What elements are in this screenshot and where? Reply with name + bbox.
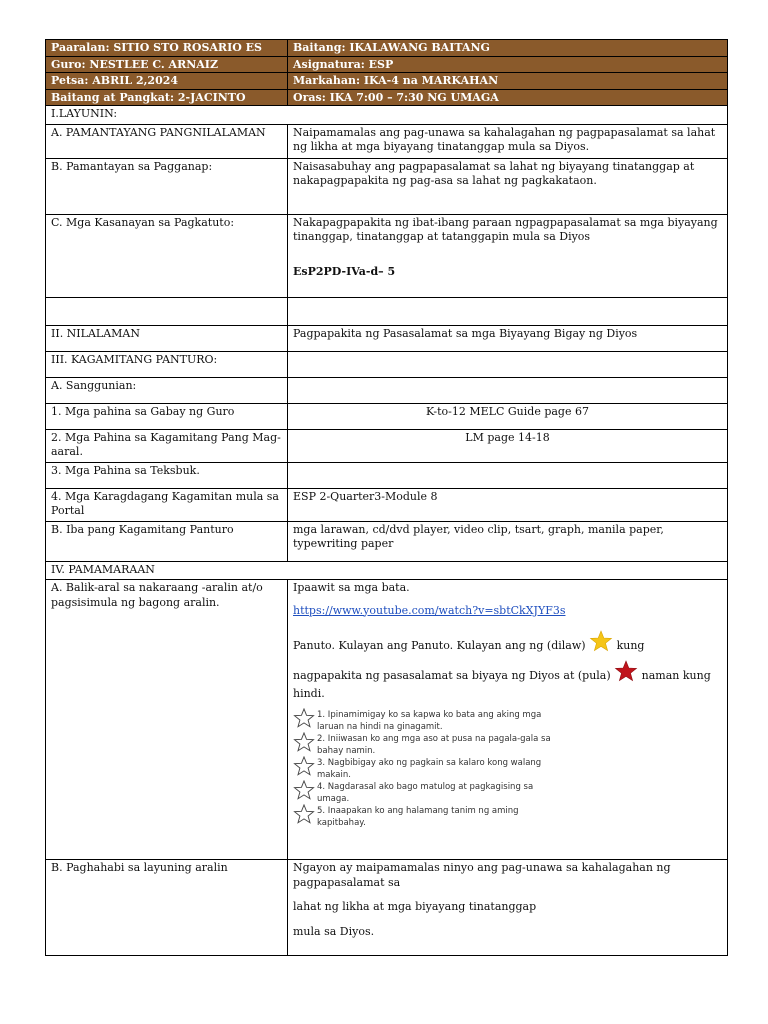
table-row bbox=[46, 377, 728, 403]
table-row bbox=[46, 429, 728, 462]
checklist-text: 5. Inaapakan ko ang halamang tanim ng aming kapitbahay. bbox=[317, 806, 519, 828]
paghahabi-label: B. Paghahabi sa layuning aralin bbox=[46, 860, 288, 956]
nilalaman-label: II. NILALAMAN bbox=[46, 325, 288, 351]
youtube-link[interactable]: https://www.youtube.com/watch?v=sbtCkXJYF3s bbox=[293, 603, 566, 617]
table-row bbox=[46, 297, 728, 325]
outline-star-icon[interactable] bbox=[293, 732, 317, 756]
sanggunian-label: A. Sanggunian: bbox=[46, 377, 288, 403]
table-row bbox=[46, 488, 728, 521]
list-item bbox=[293, 805, 722, 829]
red-star-icon bbox=[614, 660, 638, 686]
school-cell: Paaralan: SITIO STO ROSARIO ES bbox=[46, 40, 288, 57]
header-row bbox=[46, 89, 728, 106]
table-row bbox=[46, 403, 728, 429]
table-row bbox=[46, 158, 728, 214]
table-row bbox=[46, 214, 728, 297]
lesson-plan-table bbox=[45, 39, 728, 956]
date-cell: Petsa: ABRIL 2,2024 bbox=[46, 73, 288, 90]
time-cell: Oras: IKA 7:00 – 7:30 NG UMAGA bbox=[288, 89, 728, 106]
kagamitang-pang-value: LM page 14-18 bbox=[288, 429, 728, 462]
quarter-cell: Markahan: IKA-4 na MARKAHAN bbox=[288, 73, 728, 90]
kasanayan-code: EsP2PD-IVa-d– 5 bbox=[293, 264, 396, 278]
pamantayang-label: A. PAMANTAYANG PANGNILALAMAN bbox=[46, 124, 288, 158]
panuto-text: kung bbox=[616, 639, 645, 652]
list-item bbox=[293, 781, 722, 805]
list-item bbox=[293, 733, 722, 757]
panuto-text: Panuto. Kulayan ang Panuto. Kulayan ang ng (dilaw) bbox=[293, 639, 586, 652]
gabay-value: K-to-12 MELC Guide page 67 bbox=[288, 403, 728, 429]
table-row bbox=[46, 124, 728, 158]
balik-cell bbox=[288, 580, 728, 860]
table-row bbox=[46, 561, 728, 580]
paghahabi-line: mula sa Diyos. bbox=[293, 924, 375, 938]
karagdagang-value: ESP 2-Quarter3-Module 8 bbox=[288, 488, 728, 521]
yellow-star-icon bbox=[589, 630, 613, 656]
gabay-label: 1. Mga pahina sa Gabay ng Guro bbox=[46, 403, 288, 429]
balik-line: Ipaawit sa mga bata. bbox=[293, 581, 410, 594]
list-item bbox=[293, 709, 722, 733]
karagdagang-label: 4. Mga Karagdagang Kagamitan mula sa Portal bbox=[46, 488, 288, 521]
empty-cell bbox=[288, 377, 728, 403]
table-row bbox=[46, 860, 728, 956]
teksbuk-label: 3. Mga Pahina sa Teksbuk. bbox=[46, 462, 288, 488]
checklist-text: 4. Nagdarasal ako bago matulog at pagkagising sa umaga. bbox=[317, 782, 534, 804]
section-cell: Baitang at Pangkat: 2-JACINTO bbox=[46, 89, 288, 106]
paghahabi-cell bbox=[288, 860, 728, 956]
grade-cell: Baitang: IKALAWANG BAITANG bbox=[288, 40, 728, 57]
pamantayang-value: Naipamamalas ang pag-unawa sa kahalagahan ng pagpapasalamat sa lahat ng likha at mga biyayang tinatanggap mula sa Diyos. bbox=[288, 124, 728, 158]
panuto-text: nagpapakita ng pasasalamat sa biyaya ng Diyos at (pula) bbox=[293, 669, 611, 682]
empty-cell bbox=[288, 462, 728, 488]
kagamitan-label: III. KAGAMITANG PANTURO: bbox=[46, 351, 288, 377]
table-row bbox=[46, 462, 728, 488]
table-row bbox=[46, 580, 728, 860]
header-row bbox=[46, 73, 728, 90]
kasanayan-value: Nakapagpapakita ng ibat-ibang paraan ngpagpapasalamat sa mga biyayang tinanggap, tinatanggap at tatanggapin mula sa Diyos bbox=[293, 215, 718, 243]
table-row bbox=[46, 521, 728, 561]
outline-star-icon[interactable] bbox=[293, 708, 317, 732]
kagamitang-pang-label: 2. Mga Pahina sa Kagamitang Pang Mag-aaral. bbox=[46, 429, 288, 462]
checklist-text: 3. Nagbibigay ako ng pagkain sa kalaro kong walang makain. bbox=[317, 758, 542, 780]
kasanayan-label: C. Mga Kasanayan sa Pagkatuto: bbox=[46, 214, 288, 297]
outline-star-icon[interactable] bbox=[293, 780, 317, 804]
paghahabi-line: Ngayon ay maipamamalas ninyo ang pag-unawa sa kahalagahan ng pagpapasalamat sa bbox=[293, 861, 671, 889]
empty-cell bbox=[46, 297, 288, 325]
lesson-plan-sheet bbox=[45, 39, 727, 956]
table-row bbox=[46, 325, 728, 351]
table-row bbox=[46, 351, 728, 377]
subject-cell: Asignatura: ESP bbox=[288, 56, 728, 73]
layunin-heading: I.LAYUNIN: bbox=[46, 106, 728, 125]
pagganap-label: B. Pamantayan sa Pagganap: bbox=[46, 158, 288, 214]
paghahabi-line: lahat ng likha at mga biyayang tinatanggap bbox=[293, 900, 537, 913]
outline-star-icon[interactable] bbox=[293, 804, 317, 828]
pagganap-value: Naisasabuhay ang pagpapasalamat sa lahat ng biyayang tinatanggap at nakapagpapakita ng pag-asa sa lahat ng pagkakataon. bbox=[288, 158, 728, 214]
checklist-text: 1. Ipinamimigay ko sa kapwa ko bata ang aking mga laruan na hindi na ginagamit. bbox=[317, 710, 542, 732]
star-checklist bbox=[293, 709, 722, 829]
empty-cell bbox=[288, 297, 728, 325]
table-row bbox=[46, 106, 728, 125]
pamamaraan-heading: IV. PAMAMARAAN bbox=[46, 561, 728, 580]
checklist-text: 2. Iniiwasan ko ang mga aso at pusa na pagala-gala sa bahay namin. bbox=[317, 734, 551, 756]
iba-value: mga larawan, cd/dvd player, video clip, tsart, graph, manila paper, typewriting paper bbox=[288, 521, 728, 561]
panuto-text: naman kung hindi. bbox=[293, 669, 711, 700]
kasanayan-cell bbox=[288, 214, 728, 297]
balik-label: A. Balik-aral sa nakaraang -aralin at/o pagsisimula ng bagong aralin. bbox=[46, 580, 288, 860]
header-row bbox=[46, 56, 728, 73]
teacher-cell: Guro: NESTLEE C. ARNAIZ bbox=[46, 56, 288, 73]
outline-star-icon[interactable] bbox=[293, 756, 317, 780]
header-row bbox=[46, 40, 728, 57]
empty-cell bbox=[288, 351, 728, 377]
nilalaman-value: Pagpapakita ng Pasasalamat sa mga Biyayang Bigay ng Diyos bbox=[288, 325, 728, 351]
iba-label: B. Iba pang Kagamitang Panturo bbox=[46, 521, 288, 561]
list-item bbox=[293, 757, 722, 781]
